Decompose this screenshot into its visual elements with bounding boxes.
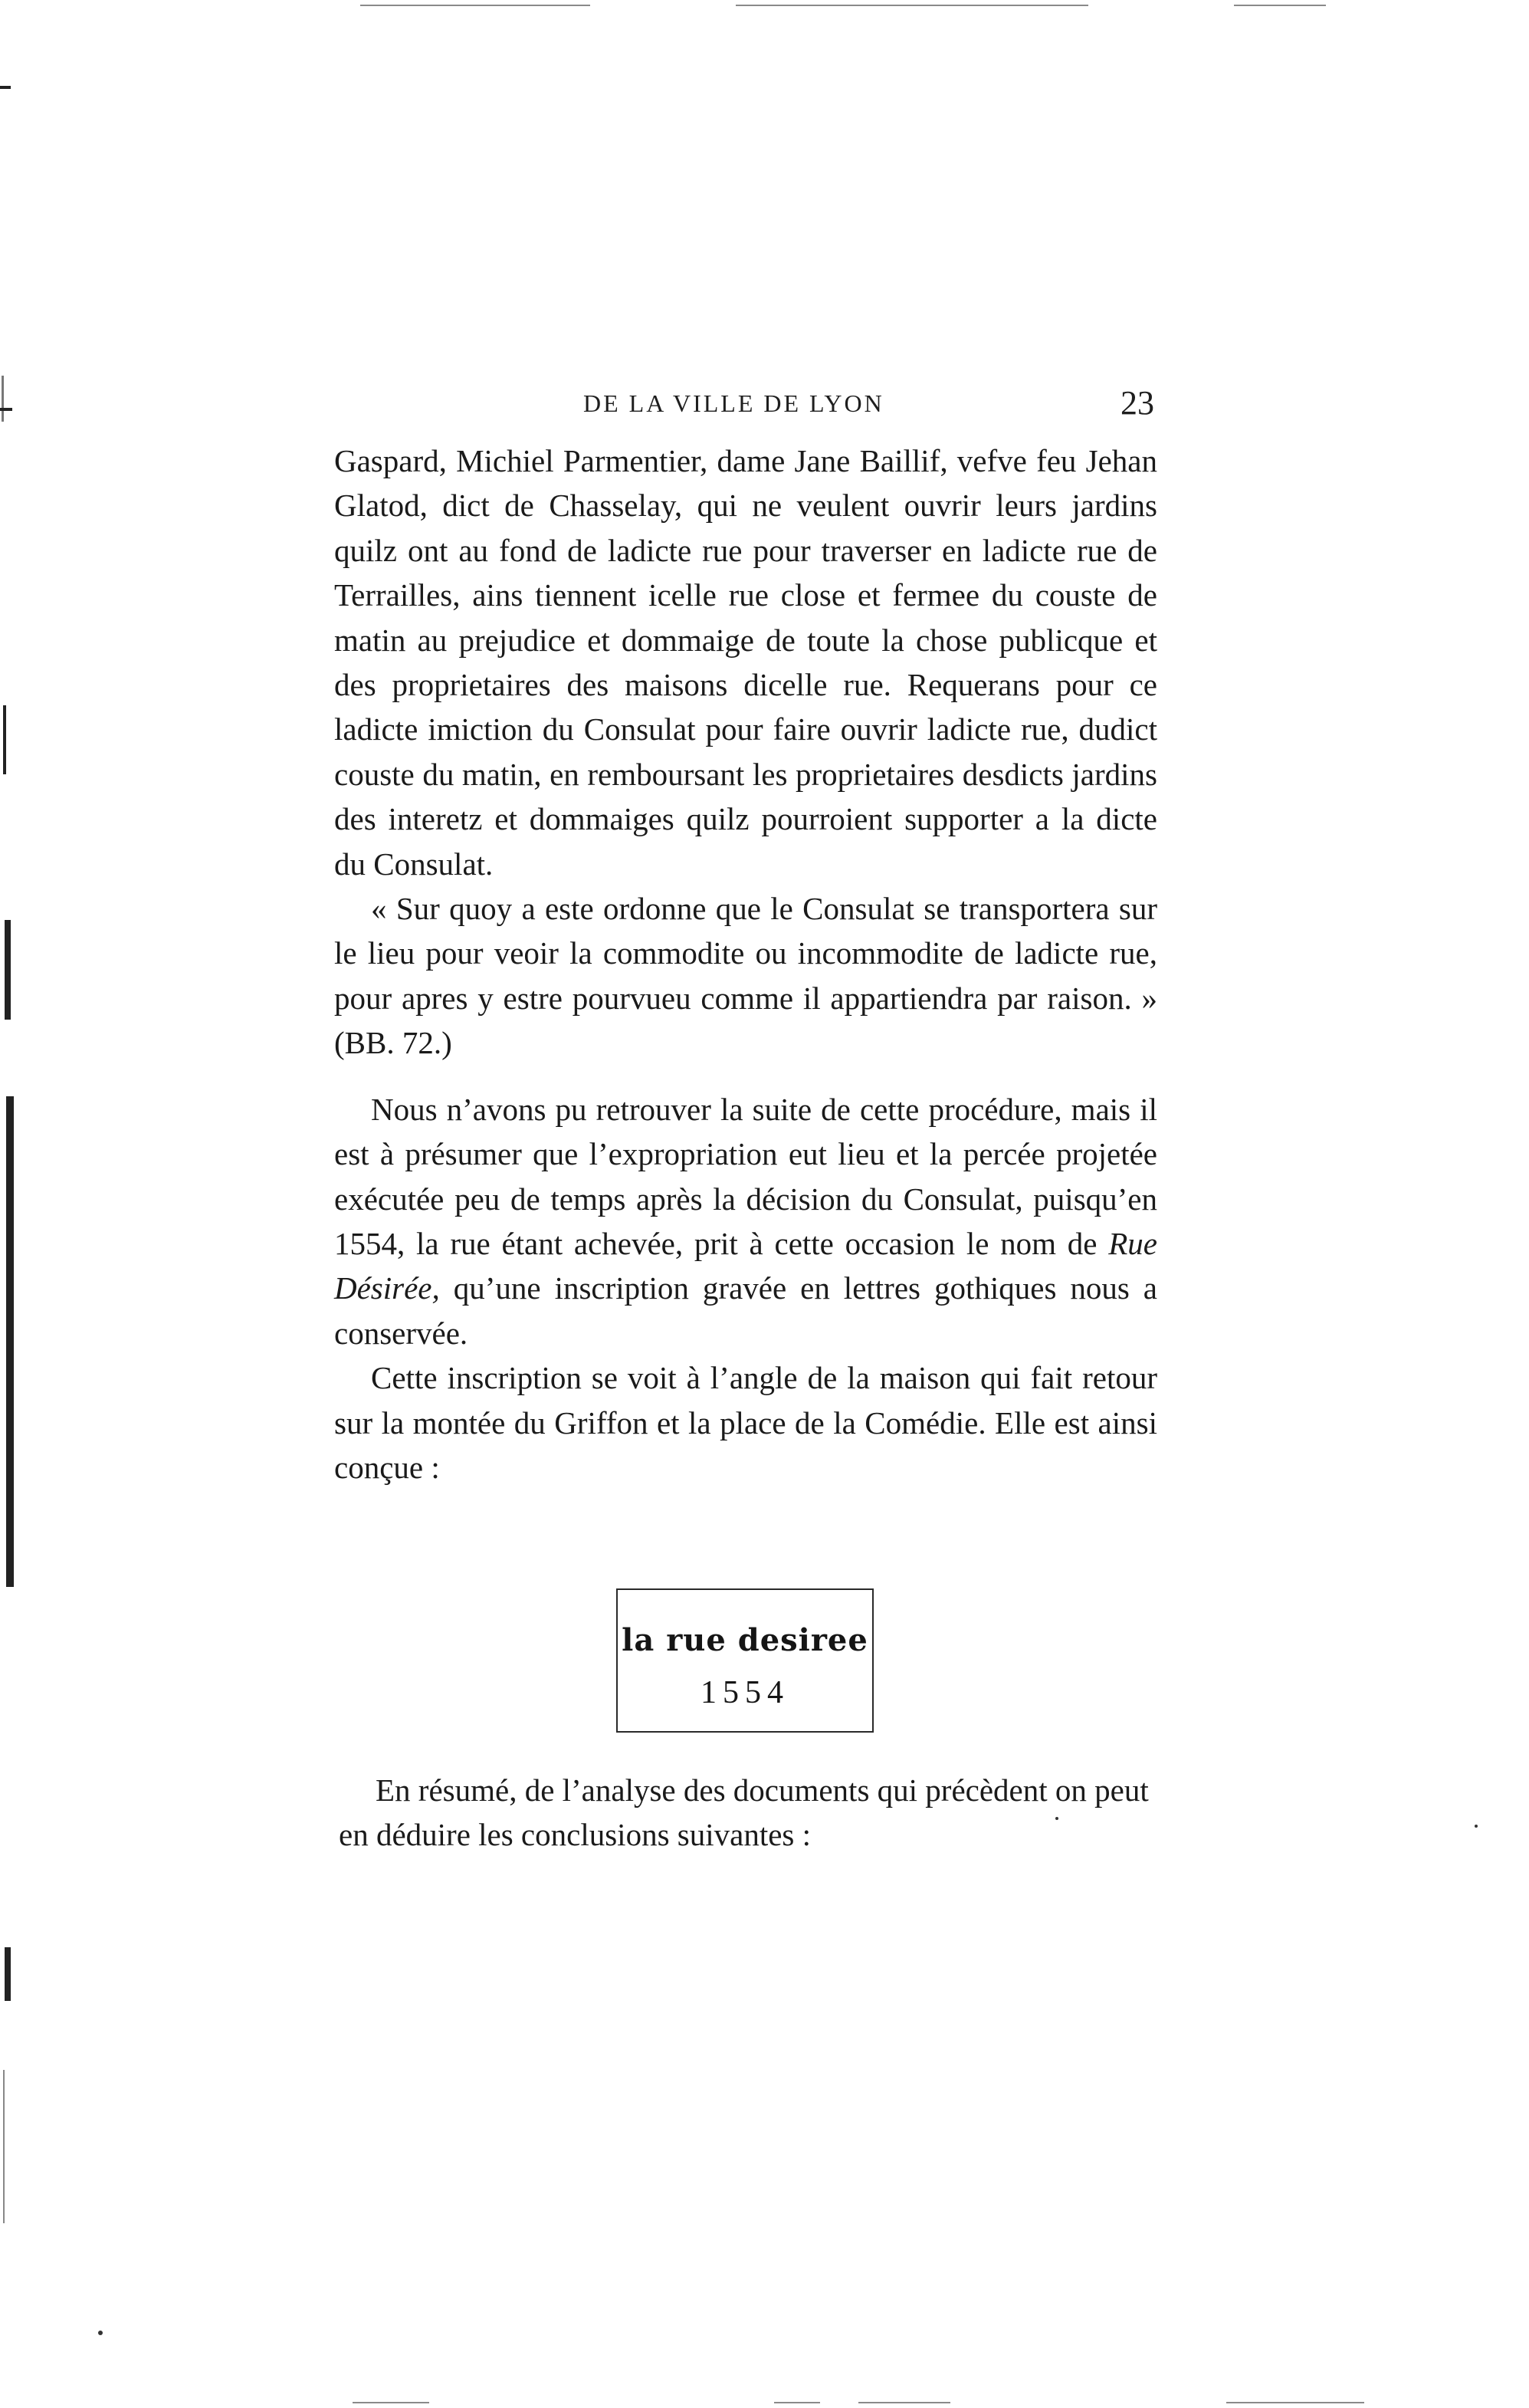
paragraph-inscription-intro: Cette inscription se voit à l’angle de la maison qui fait retour sur la montée du Griffon et la place de la Comédie. Elle est ainsi conçue : <box>334 1360 1157 1485</box>
street-name-italic: Rue Désirée, <box>334 1225 1157 1306</box>
paragraph-quotation: « Sur quoy a este ordonne que le Consulat se transportera sur le lieu pour veoir la commodite ou incommodite de ladicte rue, pour apres y estre pourvueu comme il appartiendra par raison. » (BB. 72.) <box>334 891 1157 1061</box>
inscription-box <box>616 1588 874 1733</box>
running-header <box>334 383 1154 429</box>
binding-edge-mark <box>0 86 11 89</box>
running-title: DE LA VILLE DE LYON <box>583 389 884 417</box>
scan-speck <box>1475 1825 1478 1828</box>
inscription-gothic-text: la rue desiree <box>622 1622 868 1658</box>
binding-edge-mark <box>2 376 4 422</box>
top-scan-rule <box>1234 5 1326 6</box>
conclusion-text <box>339 1768 1166 1858</box>
page-number: 23 <box>1121 384 1154 422</box>
binding-edge-mark <box>3 705 6 774</box>
paragraph-commentary-part: qu’une inscription gravée en lettres gothiques nous a conservée. <box>334 1270 1157 1351</box>
binding-edge-mark <box>6 1096 14 1587</box>
binding-edge-mark <box>5 920 11 1020</box>
bottom-scan-rule <box>858 2402 950 2403</box>
top-scan-rule <box>736 5 1088 6</box>
binding-edge-mark <box>3 2070 5 2223</box>
paragraph-conclusion: En résumé, de l’analyse des documents qui précèdent on peut en déduire les conclusions suivantes : <box>339 1772 1149 1853</box>
inscription-year: 1554 <box>701 1675 789 1710</box>
paragraph-commentary <box>334 1087 1157 1355</box>
paragraph-commentary-part: Nous n’avons pu retrouver la suite de cette procédure, mais il est à présumer que l’expropriation eut lieu et la percée projetée exécutée peu de temps après la décision du Consulat, puisqu’en 1554, la rue étant achevée, prit à cette occasion le nom de <box>334 1091 1157 1261</box>
top-scan-rule <box>360 5 590 6</box>
body-text <box>334 439 1157 1490</box>
bottom-scan-rule <box>774 2402 820 2403</box>
scan-speck <box>98 2331 103 2335</box>
bottom-scan-rule <box>1226 2402 1364 2403</box>
binding-edge-mark <box>5 1947 11 2001</box>
binding-edge-mark <box>0 408 12 411</box>
bottom-scan-rule <box>353 2402 429 2403</box>
paragraph-continuation: Gaspard, Michiel Parmentier, dame Jane Baillif, vefve feu Jehan Glatod, dict de Chasselay, qui ne veulent ouvrir leurs jardins quilz ont au fond de ladicte rue pour traverser en ladicte rue de Terrailles, ains tiennent icelle rue close et fermee du couste de matin au prejudice et dommaige de toute la chose publicque et des proprietaires des maisons dicelle rue. Requerans pour ce ladicte imiction du Consulat pour faire ouvrir ladicte rue, dudict couste du matin, en remboursant les proprietaires desdicts jardins des interetz et dommaiges quilz pourroient supporter a la dicte du Consulat. <box>334 443 1157 882</box>
